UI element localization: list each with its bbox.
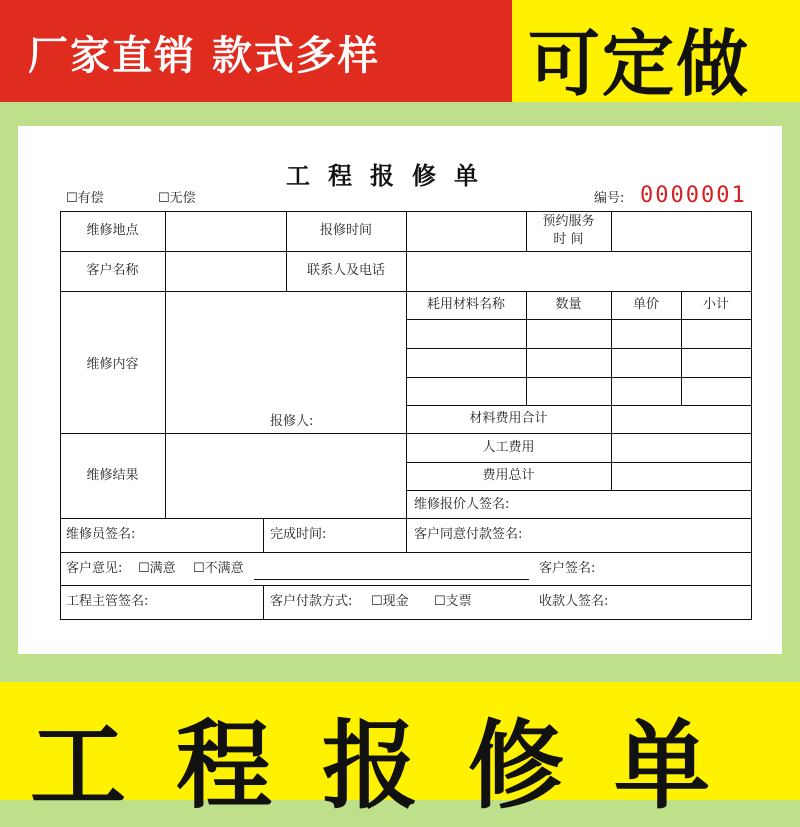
paid-checkbox: ☐有偿 xyxy=(66,191,104,206)
material-total-label: 材料费用合计 xyxy=(469,411,548,426)
customer-name-label: 客户名称 xyxy=(86,263,139,278)
technician-signature-label: 维修员签名: xyxy=(66,527,136,542)
bottom-title: 工程报修单 xyxy=(30,710,760,822)
total-cost-label: 费用总计 xyxy=(482,468,535,483)
serial-number: 0000001 xyxy=(640,183,747,208)
supervisor-signature-label: 工程主管签名: xyxy=(66,594,149,609)
location-label: 维修地点 xyxy=(86,223,139,238)
unsatisfied-checkbox: ☐不满意 xyxy=(193,561,244,576)
free-checkbox: ☐无偿 xyxy=(158,191,196,206)
appointment-label-1: 预约服务 xyxy=(542,214,595,229)
slogan-text: 厂家直销 款式多样 xyxy=(28,33,380,79)
completion-time-label: 完成时间: xyxy=(270,527,327,542)
customer-opinion-label: 客户意见: xyxy=(66,561,123,576)
quantity-header: 数量 xyxy=(555,297,582,312)
unit-price-header: 单价 xyxy=(632,297,659,312)
check-checkbox: ☐支票 xyxy=(434,594,472,609)
quote-signature-label: 维修报价人签名: xyxy=(414,497,510,512)
labor-cost-label: 人工费用 xyxy=(482,440,535,455)
payee-signature-label: 收款人签名: xyxy=(539,594,609,609)
material-name-header: 耗用材料名称 xyxy=(426,297,505,312)
customer-signature-label: 客户签名: xyxy=(539,561,596,576)
report-time-label: 报修时间 xyxy=(319,223,372,238)
repair-content-label: 维修内容 xyxy=(86,357,139,372)
agree-payment-signature-label: 客户同意付款签名: xyxy=(414,527,523,542)
appointment-label-2: 时 间 xyxy=(553,232,584,247)
reporter-label: 报修人: xyxy=(270,414,314,429)
subtotal-header: 小计 xyxy=(702,297,729,312)
satisfied-checkbox: ☐满意 xyxy=(138,561,176,576)
customizable-text: 可定做 xyxy=(528,22,751,106)
payment-method-label: 客户付款方式: xyxy=(270,594,353,609)
cash-checkbox: ☐现金 xyxy=(371,594,409,609)
contact-label: 联系人及电话 xyxy=(306,263,385,278)
form-title: 工程报修单 xyxy=(286,161,496,190)
repair-result-label: 维修结果 xyxy=(86,468,139,483)
serial-label: 编号: xyxy=(594,191,625,206)
